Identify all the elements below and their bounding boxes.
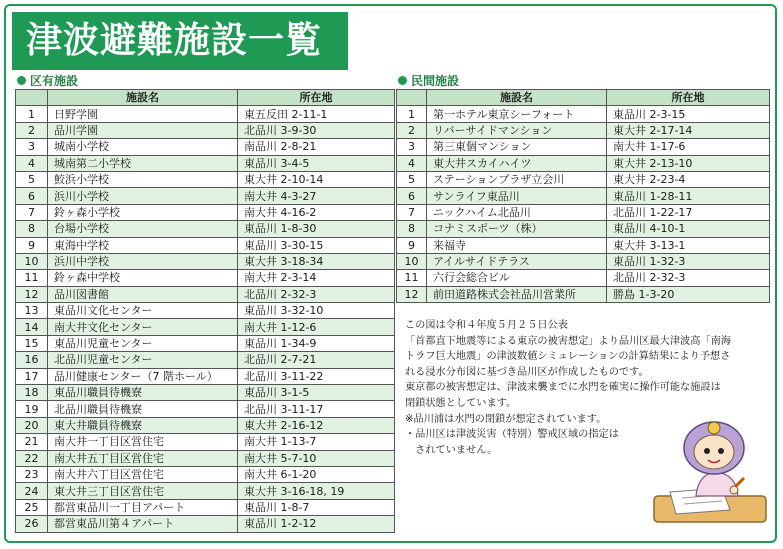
facility-address: 北品川 2-32-3: [238, 286, 395, 302]
facility-name: 東品川文化センター: [48, 303, 238, 319]
row-number: 9: [16, 237, 48, 253]
row-number: 9: [397, 237, 427, 253]
facility-name: 六行会総合ビル: [427, 270, 607, 286]
table-row: [16, 122, 395, 138]
facility-name: サンライフ東品川: [427, 188, 607, 204]
table-row: [16, 221, 395, 237]
row-number: 25: [16, 499, 48, 515]
row-number: 21: [16, 434, 48, 450]
row-number: 8: [397, 221, 427, 237]
facility-name: リバーサイドマンション: [427, 122, 607, 138]
bullet-icon: [17, 76, 26, 85]
header-address: 所在地: [607, 90, 770, 106]
facility-name: 城南第二小学校: [48, 155, 238, 171]
facility-name: 東海中学校: [48, 237, 238, 253]
row-number: 22: [16, 450, 48, 466]
row-number: 12: [397, 286, 427, 302]
facility-name: ニックハイム北品川: [427, 204, 607, 220]
facility-address: 東品川 3-1-5: [238, 385, 395, 401]
row-number: 23: [16, 466, 48, 482]
table-row: [16, 303, 395, 319]
header-name: 施設名: [427, 90, 607, 106]
row-number: 5: [16, 171, 48, 187]
facility-address: 南大井 4-16-2: [238, 204, 395, 220]
facility-address: 東品川 1-2-12: [238, 516, 395, 532]
facility-name: 品川学園: [48, 122, 238, 138]
table-row: [16, 253, 395, 269]
table-row: [16, 385, 395, 401]
table-row: [397, 106, 770, 122]
facility-name: 東大井職員待機寮: [48, 417, 238, 433]
row-number: 1: [16, 106, 48, 122]
facility-address: 東品川 1-34-9: [238, 335, 395, 351]
row-number: 4: [16, 155, 48, 171]
facility-name: 北品川職員待機寮: [48, 401, 238, 417]
facility-address: 東五反田 2-11-1: [238, 106, 395, 122]
row-number: 19: [16, 401, 48, 417]
title-banner: [12, 12, 348, 70]
facility-address: 北品川 1-22-17: [607, 204, 770, 220]
facility-address: 東品川 3-32-10: [238, 303, 395, 319]
row-number: 15: [16, 335, 48, 351]
table-row: [16, 516, 395, 532]
facility-name: 日野学園: [48, 106, 238, 122]
facility-name: 第一ホテル東京シーフォート: [427, 106, 607, 122]
facility-address: 東大井 2-17-14: [607, 122, 770, 138]
facility-name: 北品川児童センター: [48, 352, 238, 368]
table-row: [16, 237, 395, 253]
table-row: [16, 499, 395, 515]
table-row: [397, 270, 770, 286]
facility-name: 浜川小学校: [48, 188, 238, 204]
facility-name: 都営東品川第４アパート: [48, 516, 238, 532]
note-line: されていません。: [405, 444, 498, 456]
table-row: [16, 466, 395, 482]
row-number: 11: [397, 270, 427, 286]
table-row: [16, 188, 395, 204]
facility-address: 東品川 1-28-11: [607, 188, 770, 204]
row-number: 1: [397, 106, 427, 122]
facility-name: 鈴ヶ森小学校: [48, 204, 238, 220]
facility-name: 東品川児童センター: [48, 335, 238, 351]
row-number: 16: [16, 352, 48, 368]
facility-name: 東品川職員待機寮: [48, 385, 238, 401]
facility-address: 勝島 1-3-20: [607, 286, 770, 302]
row-number: 26: [16, 516, 48, 532]
row-number: 13: [16, 303, 48, 319]
facility-name: コナミスポーツ（株）: [427, 221, 607, 237]
row-number: 3: [397, 139, 427, 155]
facility-address: 東品川 3-30-15: [238, 237, 395, 253]
facility-address: 北品川 3-9-30: [238, 122, 395, 138]
row-number: 3: [16, 139, 48, 155]
table-row: [16, 417, 395, 433]
table-row: [16, 204, 395, 220]
row-number: 10: [16, 253, 48, 269]
row-number: 24: [16, 483, 48, 499]
facility-address: 南大井 1-13-7: [238, 434, 395, 450]
bullet-icon: [398, 76, 407, 85]
table-row: [16, 155, 395, 171]
facility-address: 南大井 6-1-20: [238, 466, 395, 482]
table-row: [16, 434, 395, 450]
facility-name: 南大井文化センター: [48, 319, 238, 335]
note-line: ・品川区は津波災害（特別）警戒区域の指定は: [405, 429, 619, 441]
table-row: [16, 335, 395, 351]
row-number: 5: [397, 171, 427, 187]
table-row: [16, 450, 395, 466]
page-title: 津波避難施設一覧: [26, 20, 323, 61]
row-number: 6: [397, 188, 427, 204]
table-row: [16, 319, 395, 335]
row-number: 7: [16, 204, 48, 220]
row-number: 7: [397, 204, 427, 220]
mascot-illustration: [652, 418, 770, 528]
header-address: 所在地: [238, 90, 395, 106]
row-number: 6: [16, 188, 48, 204]
note-line: れる浸水分布図に基づき品川区が作成したものです。: [405, 366, 649, 378]
facility-address: 東大井 3-13-1: [607, 237, 770, 253]
table-row: [16, 171, 395, 187]
facility-address: 南大井 1-17-6: [607, 139, 770, 155]
row-number: 12: [16, 286, 48, 302]
table-row: [397, 204, 770, 220]
facility-address: 東大井 3-18-34: [238, 253, 395, 269]
table-row: [397, 221, 770, 237]
section-label-private: 民間施設: [398, 72, 459, 89]
row-number: 2: [397, 122, 427, 138]
facility-name: 東大井三丁目区営住宅: [48, 483, 238, 499]
row-number: 11: [16, 270, 48, 286]
header-no: [16, 90, 48, 106]
facility-name: 台場小学校: [48, 221, 238, 237]
facility-address: 南大井 5-7-10: [238, 450, 395, 466]
table-row: [397, 139, 770, 155]
facility-name: 南大井一丁目区営住宅: [48, 434, 238, 450]
table-row: [16, 483, 395, 499]
note-line: 東京都の被害想定は、津波来襲までに水門を確実に操作可能な施設は: [405, 382, 721, 394]
note-line: ※品川浦は水門の閉鎖が想定されています。: [405, 413, 607, 425]
table-row: [16, 368, 395, 384]
table-row: [16, 106, 395, 122]
note-line: 閉鎖状態としています。: [405, 397, 517, 409]
facility-address: 東大井 3-16-18, 19: [238, 483, 395, 499]
table-row: [16, 139, 395, 155]
facility-address: 東大井 2-13-10: [607, 155, 770, 171]
facility-name: 鮫浜小学校: [48, 171, 238, 187]
table-row: [16, 352, 395, 368]
facility-name: 東大井スカイハイツ: [427, 155, 607, 171]
facility-address: 東品川 4-10-1: [607, 221, 770, 237]
facility-address: 北品川 2-7-21: [238, 352, 395, 368]
facility-address: 北品川 2-32-3: [607, 270, 770, 286]
facility-address: 南品川 2-8-21: [238, 139, 395, 155]
section-label-public: 区有施設: [17, 72, 78, 89]
row-number: 18: [16, 385, 48, 401]
row-number: 4: [397, 155, 427, 171]
facility-address: 東品川 2-3-15: [607, 106, 770, 122]
facility-name: 第三東個マンション: [427, 139, 607, 155]
row-number: 20: [16, 417, 48, 433]
facility-address: 北品川 3-11-17: [238, 401, 395, 417]
facility-name: 鈴ヶ森中学校: [48, 270, 238, 286]
facility-address: 東品川 3-4-5: [238, 155, 395, 171]
facility-address: 東大井 2-23-4: [607, 171, 770, 187]
public-facilities-table: [15, 89, 395, 533]
facility-address: 南大井 2-3-14: [238, 270, 395, 286]
facility-address: 北品川 3-11-22: [238, 368, 395, 384]
facility-name: 品川健康センター（7 階ホール）: [48, 368, 238, 384]
private-facilities-table: [396, 89, 770, 303]
facility-name: 城南小学校: [48, 139, 238, 155]
facility-name: ステーションプラザ立会川: [427, 171, 607, 187]
facility-name: 来福寺: [427, 237, 607, 253]
note-line: トラフ巨大地震」の津波数値シミュレーションの計算結果により予想さ: [405, 351, 731, 363]
table-row: [16, 286, 395, 302]
table-row: [397, 122, 770, 138]
facility-address: 南大井 4-3-27: [238, 188, 395, 204]
table-row: [397, 188, 770, 204]
facility-name: 都営東品川一丁目アパート: [48, 499, 238, 515]
table-row: [397, 237, 770, 253]
facility-address: 東大井 2-10-14: [238, 171, 395, 187]
table-row: [16, 270, 395, 286]
note-line: 「首都直下地震等による東京の被害想定」より品川区最大津波高「南海: [405, 335, 731, 347]
facility-name: 前田道路株式会社品川営業所: [427, 286, 607, 302]
table-row: [397, 253, 770, 269]
row-number: 10: [397, 253, 427, 269]
header-no: [397, 90, 427, 106]
row-number: 17: [16, 368, 48, 384]
header-name: 施設名: [48, 90, 238, 106]
table-row: [16, 401, 395, 417]
table-row: [397, 286, 770, 302]
table-row: [397, 155, 770, 171]
facility-address: 東品川 1-32-3: [607, 253, 770, 269]
row-number: 2: [16, 122, 48, 138]
facility-address: 東品川 1-8-7: [238, 499, 395, 515]
facility-address: 南大井 1-12-6: [238, 319, 395, 335]
table-row: [397, 171, 770, 187]
facility-name: 浜川中学校: [48, 253, 238, 269]
facility-name: 品川図書館: [48, 286, 238, 302]
facility-name: アイルサイドテラス: [427, 253, 607, 269]
facility-address: 東品川 1-8-30: [238, 221, 395, 237]
note-line: この図は令和４年度５月２５日公表: [405, 320, 568, 331]
row-number: 14: [16, 319, 48, 335]
row-number: 8: [16, 221, 48, 237]
facility-address: 東大井 2-16-12: [238, 417, 395, 433]
facility-name: 南大井六丁目区営住宅: [48, 466, 238, 482]
facility-name: 南大井五丁目区営住宅: [48, 450, 238, 466]
